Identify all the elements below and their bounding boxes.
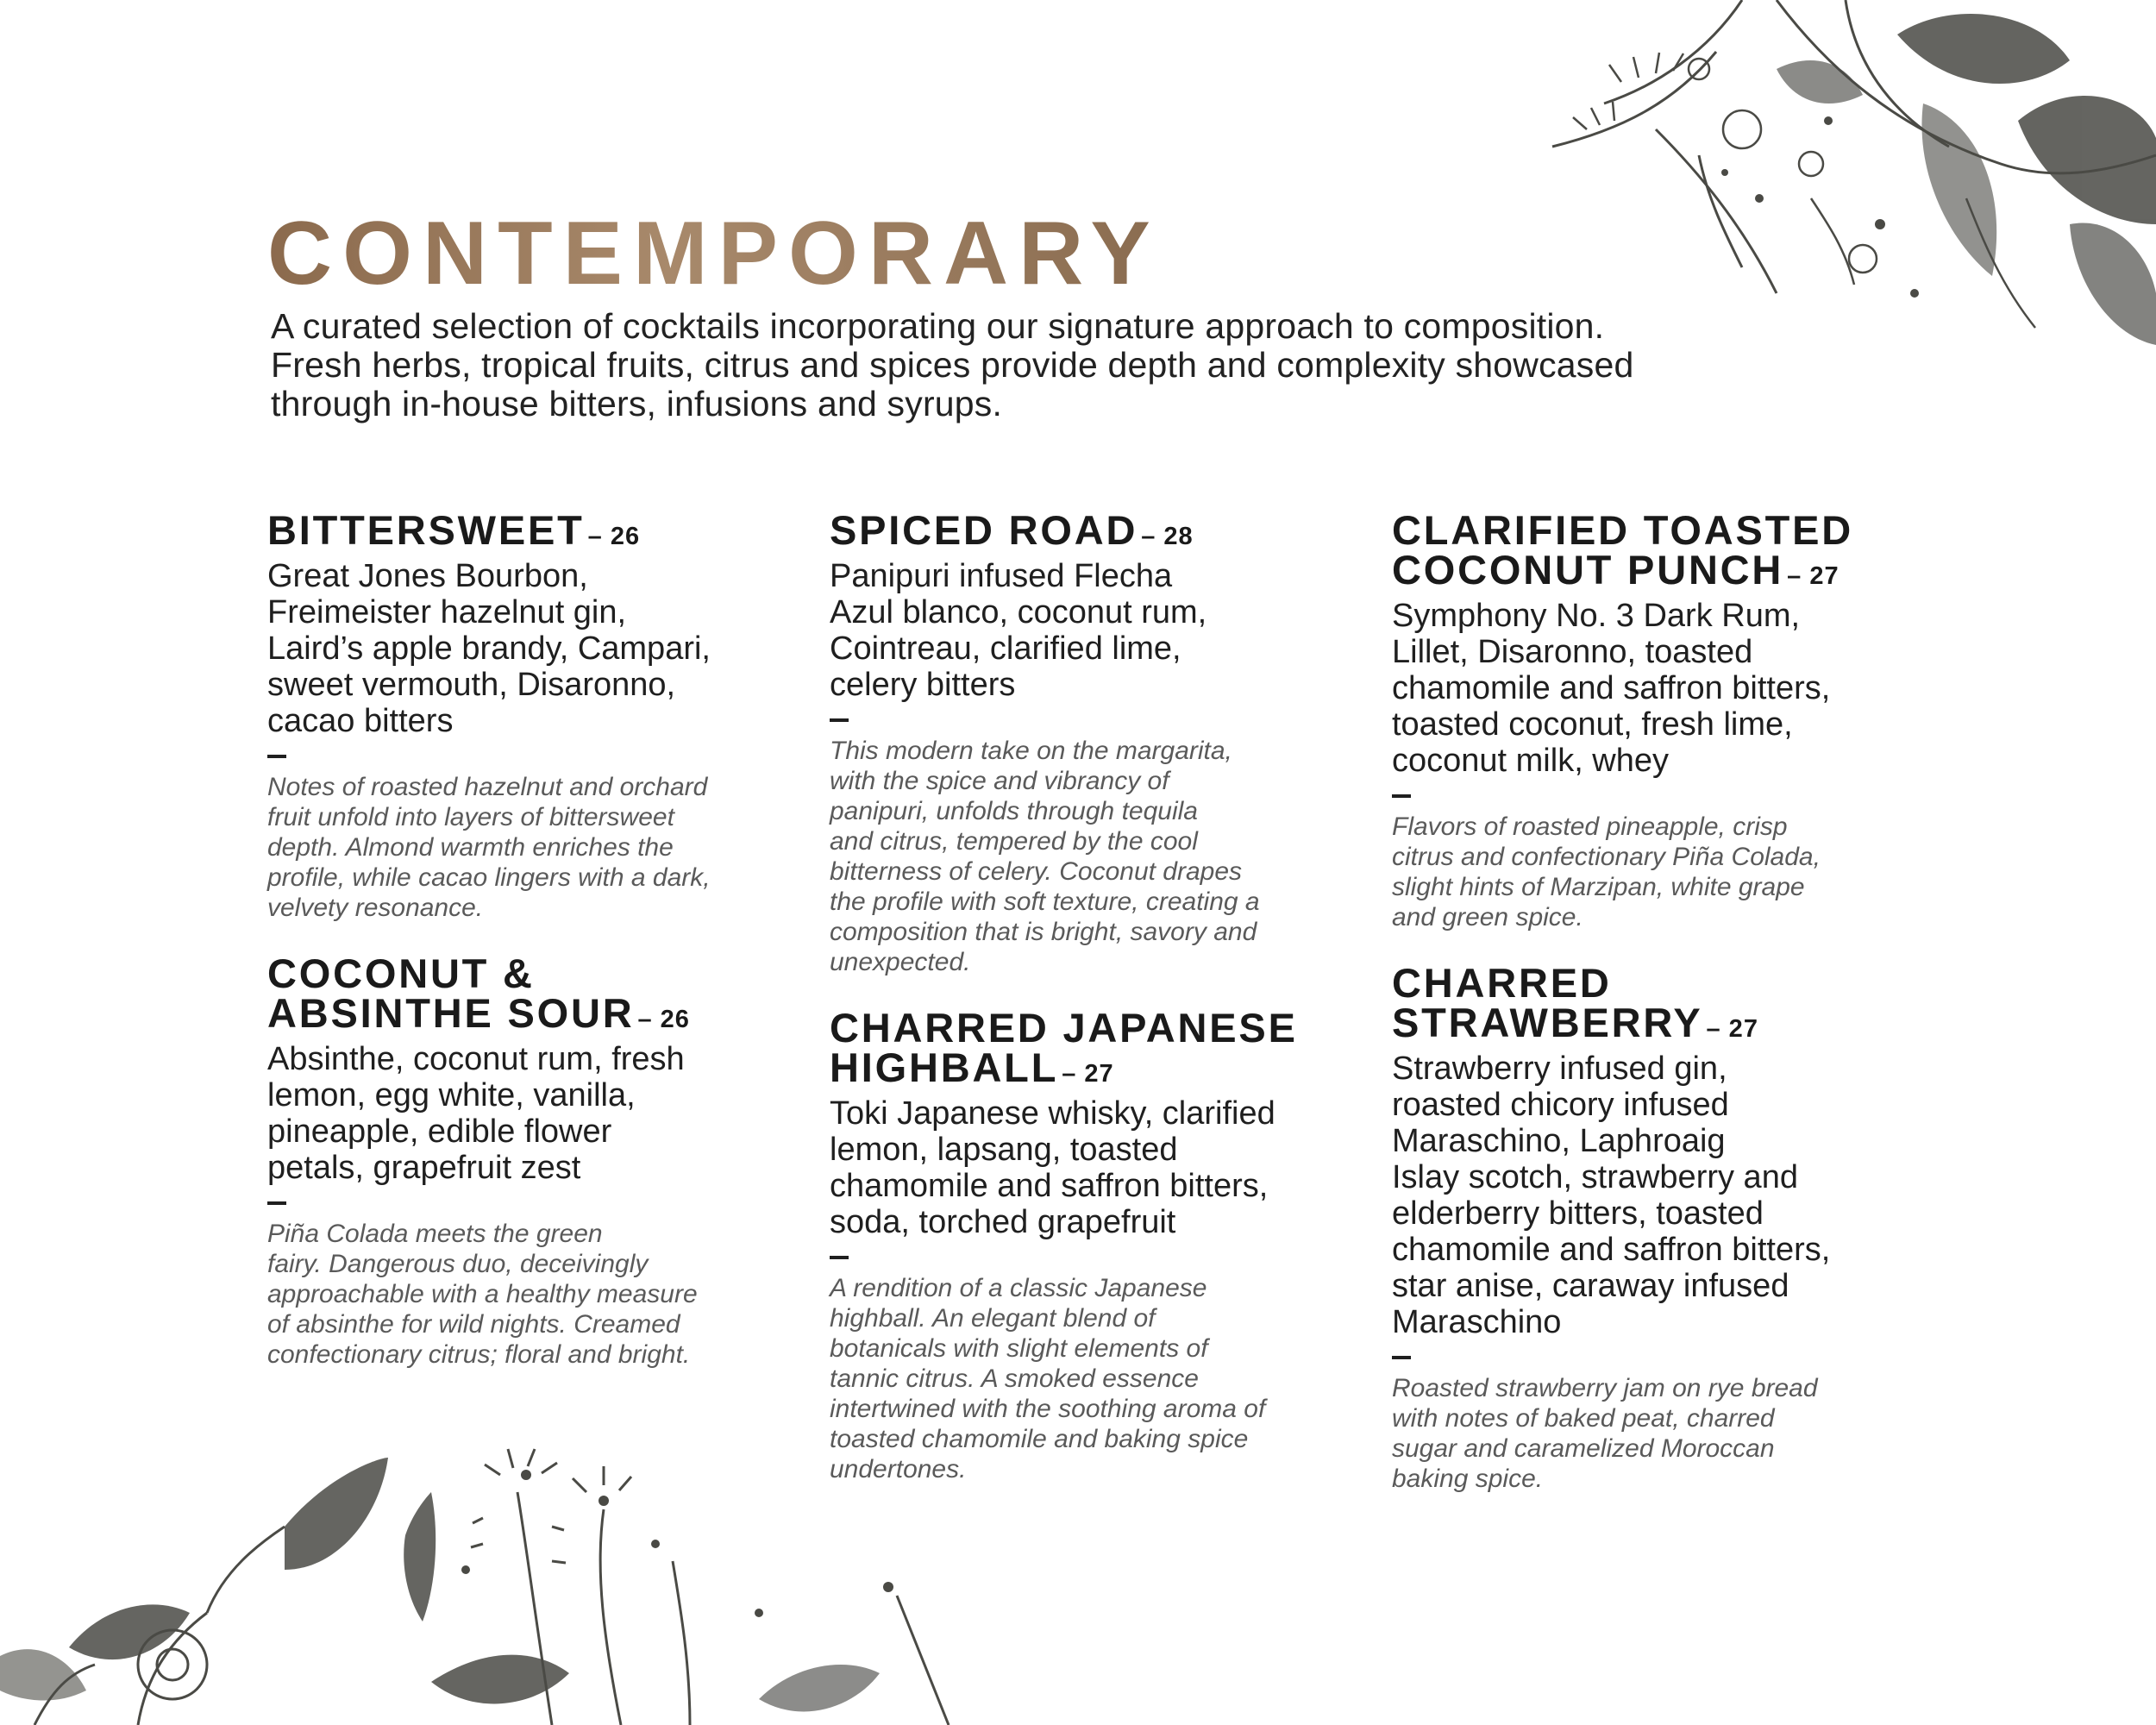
cocktail-name: CHARRED STRAWBERRY – 27 — [1392, 960, 1758, 1045]
cocktail-item-coconut-absinthe-sour — [267, 950, 793, 1370]
cocktail-price: – 27 — [1787, 562, 1839, 590]
cocktail-price: – 26 — [637, 1006, 690, 1033]
cocktail-tasting-notes: Flavors of roasted pineapple, crisp citrus and confectionary Piña Colada, slight hints of Marzipan, white grape and green spice. — [1392, 812, 1821, 932]
divider-dash — [267, 1201, 286, 1205]
menu-column-1 — [267, 507, 793, 1401]
menu-column-2 — [830, 507, 1356, 1515]
divider-dash — [1392, 794, 1411, 798]
cocktail-tasting-notes: Piña Colada meets the green fairy. Dangerous duo, deceivingly approachable with a healthy measure of absinthe for wild nights. Creamed confectionary citrus; floral and bright. — [267, 1220, 698, 1369]
cocktail-item-charred-strawberry — [1392, 960, 1918, 1494]
cocktail-tasting-notes: Roasted strawberry jam on rye bread with notes of baked peat, charred sugar and caramelized Moroccan baking spice. — [1392, 1374, 1818, 1493]
cocktail-name: COCONUT & ABSINTHE SOUR – 26 — [267, 950, 690, 1036]
divider-dash — [267, 755, 286, 758]
cocktail-item-bittersweet — [267, 507, 793, 923]
cocktail-price: – 28 — [1141, 523, 1194, 550]
divider-dash — [830, 718, 849, 722]
menu-column-3 — [1392, 507, 1918, 1525]
menu-section-title: CONTEMPORARY — [267, 204, 1161, 304]
cocktail-ingredients: Strawberry infused gin, roasted chicory infused Maraschino, Laphroaig Islay scotch, strawberry and elderberry bitters, toasted chamomile and saffron bitters, star anise, caraway infused Maraschino — [1392, 1051, 1831, 1340]
cocktail-tasting-notes: This modern take on the margarita, with the spice and vibrancy of panipuri, unfolds through tequila and citrus, tempered by the cool bitterness of celery. Coconut drapes the profile with soft texture, creating a composition that is bright, savory and unexpected. — [830, 737, 1260, 976]
cocktail-name: CHARRED JAPANESE HIGHBALL – 27 — [830, 1005, 1298, 1090]
divider-dash — [1392, 1356, 1411, 1359]
cocktail-price: – 26 — [587, 523, 641, 550]
intro-line: A curated selection of cocktails incorporating our signature approach to composition. — [271, 306, 1605, 346]
cocktail-ingredients: Panipuri infused Flecha Azul blanco, coconut rum, Cointreau, clarified lime, celery bitters — [830, 558, 1207, 703]
cocktail-name: CLARIFIED TOASTED COCONUT PUNCH – 27 — [1392, 507, 1854, 593]
menu-section-intro — [271, 307, 1909, 423]
cocktail-item-clarified-toasted-coconut-punch — [1392, 507, 1918, 932]
intro-line: Fresh herbs, tropical fruits, citrus and spices provide depth and complexity showcased — [271, 345, 1634, 385]
cocktail-item-charred-japanese-highball — [830, 1005, 1356, 1484]
cocktail-tasting-notes: A rendition of a classic Japanese highball. An elegant blend of botanicals with slight elements of tannic citrus. A smoked essence intertwined with the soothing aroma of toasted chamomile and baking spice undertones. — [830, 1274, 1266, 1484]
cocktail-ingredients: Symphony No. 3 Dark Rum, Lillet, Disaronno, toasted chamomile and saffron bitters, toasted coconut, fresh lime, coconut milk, whey — [1392, 598, 1831, 779]
cocktail-name: BITTERSWEET – 26 — [267, 507, 641, 553]
cocktail-price: – 27 — [1706, 1015, 1758, 1043]
cocktail-item-spiced-road — [830, 507, 1356, 977]
cocktail-ingredients: Toki Japanese whisky, clarified lemon, lapsang, toasted chamomile and saffron bitters, soda, torched grapefruit — [830, 1095, 1275, 1240]
cocktail-ingredients: Great Jones Bourbon, Freimeister hazelnut gin, Laird’s apple brandy, Campari, sweet vermouth, Disaronno, cacao bitters — [267, 558, 711, 739]
cocktail-ingredients: Absinthe, coconut rum, fresh lemon, egg white, vanilla, pineapple, edible flower petals, grapefruit zest — [267, 1041, 685, 1186]
cocktail-name: SPICED ROAD – 28 — [830, 507, 1194, 553]
cocktail-price: – 27 — [1062, 1060, 1114, 1088]
cocktail-tasting-notes: Notes of roasted hazelnut and orchard fruit unfold into layers of bittersweet depth. Almond warmth enriches the profile, while cacao lingers with a dark, velvety resonance. — [267, 773, 711, 922]
intro-line: through in-house bitters, infusions and syrups. — [271, 384, 1003, 423]
divider-dash — [830, 1256, 849, 1259]
